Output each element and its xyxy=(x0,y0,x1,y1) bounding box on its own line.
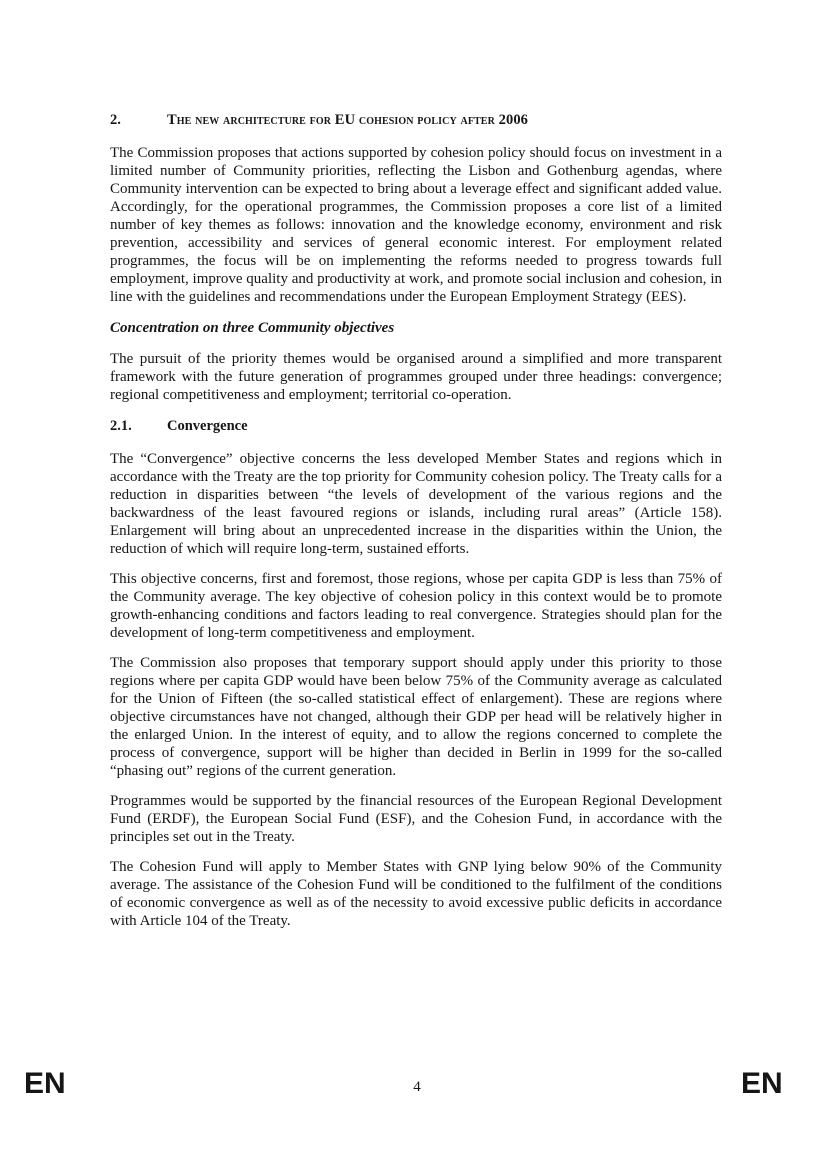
convergence-paragraph-1: The “Convergence” objective concerns the less developed Member States and regions which in accordance with the Treaty are the top priority for Community cohesion policy. The Treaty calls for a reduction in disparities between “the levels of development of the various regions and the backwardness of the least favoured regions or islands, including rural areas” (Article 158). Enlargement will bring about an unprecedented increase in the disparities within the Union, the reduction of which will require long-term, sustained efforts. xyxy=(110,451,722,557)
language-code-right: EN xyxy=(741,1067,783,1100)
section-title: Convergence xyxy=(167,418,248,434)
convergence-paragraph-4: Programmes would be supported by the financial resources of the European Regional Development Fund (ERDF), the European Social Fund (ESF), and the Cohesion Fund, in accordance with the principles set out in the Treaty. xyxy=(110,793,722,845)
page-number: 4 xyxy=(413,1079,421,1095)
section-heading-2 xyxy=(110,110,722,130)
section-title: The new architecture for EU cohesion policy after 2006 xyxy=(167,112,529,128)
intro-paragraph: The Commission proposes that actions supported by cohesion policy should focus on investment in a limited number of Community priorities, reflecting the Lisbon and Gothenburg agendas, where Community intervention can be expected to bring about a leverage effect and significant added value. Accordingly, for the operational programmes, the Commission proposes a core list of a limited number of key themes as follows: innovation and the knowledge economy, environment and risk prevention, accessibility and services of general economic interest. For employment related programmes, the focus will be on implementing the reforms needed to progress towards full employment, improve quality and productivity at work, and promote social inclusion and cohesion, in line with the guidelines and recommendations under the European Employment Strategy (EES). xyxy=(110,145,722,305)
language-code-left: EN xyxy=(24,1067,66,1100)
section-number: 2. xyxy=(110,112,121,128)
subheading-objectives: Concentration on three Community objectives xyxy=(110,320,395,336)
convergence-paragraph-3: The Commission also proposes that temporary support should apply under this priority to those regions where per capita GDP would have been below 75% of the Community average as calculated for the Union of Fifteen (the so-called statistical effect of enlargement). These are regions where objective circumstances have not changed, although their GDP per head will be relatively higher in the enlarged Union. In the interest of equity, and to allow the regions concerned to complete the process of convergence, support will be higher than decided in Berlin in 1999 for the so-called “phasing out” regions of the current generation. xyxy=(110,655,722,779)
section-number: 2.1. xyxy=(110,418,132,434)
document-page xyxy=(110,110,722,942)
convergence-paragraph-5: The Cohesion Fund will apply to Member States with GNP lying below 90% of the Community average. The assistance of the Cohesion Fund will be conditioned to the fulfilment of the conditions of economic convergence as well as of the necessity to avoid excessive public deficits in accordance with Article 104 of the Treaty. xyxy=(110,859,722,929)
section-heading-2-1 xyxy=(110,416,722,436)
convergence-paragraph-2: This objective concerns, first and foremost, those regions, whose per capita GDP is less than 75% of the Community average. The key objective of cohesion policy in this context would be to promote growth-enhancing conditions and factors leading to real convergence. Strategies should plan for the development of long-term competitiveness and employment. xyxy=(110,571,722,641)
objectives-paragraph: The pursuit of the priority themes would be organised around a simplified and more transparent framework with the future generation of programmes grouped under three headings: convergence; regional competitiveness and employment; territorial co-operation. xyxy=(110,351,722,403)
